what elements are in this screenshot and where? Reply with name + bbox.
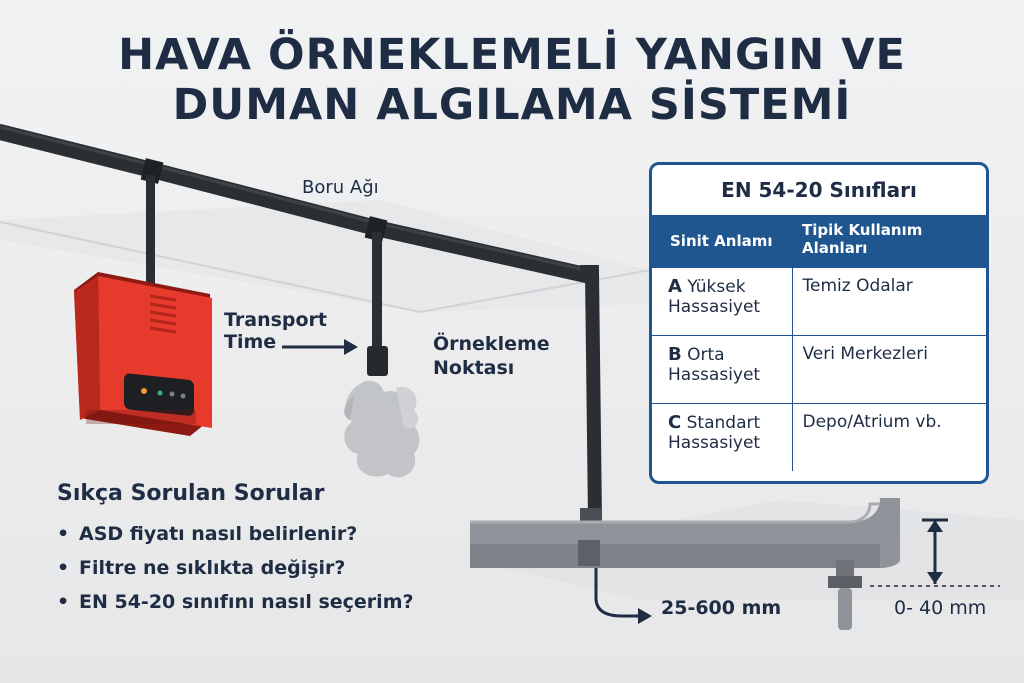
class-cell <box>652 267 792 335</box>
usage-cell: Temiz Odalar <box>792 267 986 335</box>
bullet-icon: • <box>57 523 70 545</box>
header-usage: Tipik Kullanım Alanları <box>792 215 986 267</box>
faq-item[interactable] <box>57 585 414 619</box>
table-header-row <box>652 215 986 267</box>
transport-line-2: Time <box>224 331 277 353</box>
smoke-icon <box>344 381 419 478</box>
usage-cell: Veri Merkezleri <box>792 335 986 403</box>
class-line1: Standart <box>686 412 761 433</box>
sampling-line-2: Noktası <box>433 357 515 379</box>
pipe-network-label: Boru Ağı <box>302 177 379 198</box>
class-line2: Hassasiyet <box>668 432 761 453</box>
class-line2: Hassasiyet <box>668 296 761 317</box>
table-row <box>652 335 986 403</box>
faq-item[interactable] <box>57 517 414 551</box>
faq-list <box>57 517 414 619</box>
faq-item-text: EN 54-20 sınıfını nasıl seçerim? <box>79 591 414 613</box>
page-title <box>0 30 1024 130</box>
classes-table <box>652 215 986 471</box>
class-line1: Orta <box>687 344 725 365</box>
class-line2: Hassasiyet <box>668 364 761 385</box>
bullet-icon: • <box>57 557 70 579</box>
class-line1: Yüksek <box>687 276 746 297</box>
class-letter: B <box>668 343 682 365</box>
distance-pipe-label: 25-600 mm <box>661 597 782 619</box>
sampling-point-label <box>433 332 550 380</box>
class-letter: A <box>668 275 682 297</box>
transport-time-label <box>224 309 327 353</box>
class-cell <box>652 403 792 471</box>
usage-cell: Depo/Atrium vb. <box>792 403 986 471</box>
panel-title: EN 54-20 Sınıfları <box>721 178 917 202</box>
sampling-line-1: Örnekleme <box>433 333 550 355</box>
class-letter: C <box>668 411 682 433</box>
class-cell <box>652 335 792 403</box>
bullet-icon: • <box>57 591 70 613</box>
asd-detector-icon <box>74 272 212 436</box>
distance-drop-label: 0- 40 mm <box>894 597 987 619</box>
faq-item[interactable] <box>57 551 414 585</box>
table-row <box>652 403 986 471</box>
faq-title: Sıkça Sorulan Sorular <box>57 481 325 506</box>
transport-line-1: Transport <box>224 309 328 331</box>
title-line-1: HAVA ÖRNEKLEMELİ YANGIN VE <box>118 30 906 80</box>
header-meaning: Sinit Anlamı <box>652 215 792 267</box>
table-row <box>652 267 986 335</box>
faq-item-text: ASD fiyatı nasıl belirlenir? <box>79 523 358 545</box>
faq-item-text: Filtre ne sıklıkta değişir? <box>79 557 346 579</box>
title-line-2: DUMAN ALGILAMA SİSTEMİ <box>172 80 852 130</box>
en54-classes-panel <box>649 162 989 484</box>
